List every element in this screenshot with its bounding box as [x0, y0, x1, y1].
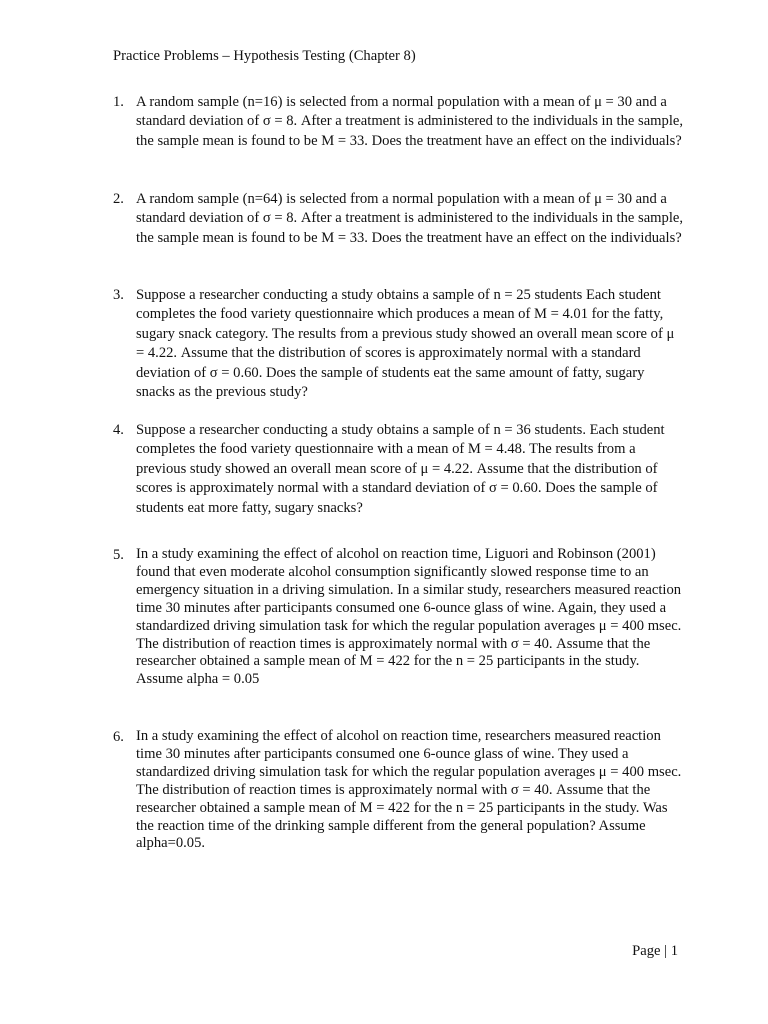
problem-number: 2.	[113, 191, 124, 207]
problem-6	[113, 728, 683, 853]
problem-number: 3.	[113, 287, 124, 303]
problem-text: In a study examining the effect of alcohol on reaction time, researchers measured reaction time 30 minutes after participants consumed one 6-ounce glass of wine. They used a standardized driving simulation task for which the regular population averages μ = 400 msec. The distribution of reaction times is approximately normal with σ = 40. Assume that the researcher obtained a sample mean of M = 422 for the n = 25 participants in the study. Was the reaction time of the drinking sample different from the general population? Assume alpha=0.05.	[136, 728, 682, 852]
problem-4	[113, 421, 683, 518]
problem-number: 6.	[113, 729, 124, 745]
problem-text: Suppose a researcher conducting a study obtains a sample of n = 25 students Each student completes the food variety questionnaire which produces a mean of M = 4.01 for the fatty, sugary snack category. The results from a previous study showed an overall mean score of μ = 4.22. Assume that the distribution of scores is approximately normal with a standard deviation of σ = 0.60. Does the sample of students eat the same amount of fatty, sugary snacks as the previous study?	[136, 287, 675, 401]
problem-3	[113, 286, 683, 402]
document-title: Practice Problems – Hypothesis Testing (Chapter 8)	[113, 48, 416, 64]
problem-2	[113, 190, 683, 248]
problem-number: 4.	[113, 422, 124, 438]
problem-text: In a study examining the effect of alcohol on reaction time, Liguori and Robinson (2001) found that even moderate alcohol consumption significantly slowed response time to an emergency situation in a driving simulation. In a similar study, researchers measured reaction time 30 minutes after participants consumed one 6-ounce glass of wine. Again, they used a standardized driving simulation task for which the regular population averages μ = 400 msec. The distribution of reaction times is approximately normal with σ = 40. Assume that the researcher obtained a sample mean of M = 422 for the n = 25 participants in the study. Assume alpha = 0.05	[136, 546, 682, 688]
problem-5	[113, 546, 683, 689]
problem-number: 5.	[113, 547, 124, 563]
page-number: Page | 1	[632, 943, 678, 959]
problem-1	[113, 93, 683, 151]
problem-number: 1.	[113, 94, 124, 110]
problem-text: A random sample (n=16) is selected from a normal population with a mean of μ = 30 and a standard deviation of σ = 8. After a treatment is administered to the individuals in the sample, the sample mean is found to be M = 33. Does the treatment have an effect on the individuals?	[136, 94, 684, 149]
problem-text: Suppose a researcher conducting a study obtains a sample of n = 36 students. Each student completes the food variety questionnaire with a mean of M = 4.48. The results from a previous study showed an overall mean score of μ = 4.22. Assume that the distribution of scores is approximately normal with a standard deviation of σ = 0.60. Does the sample of students eat more fatty, sugary snacks?	[136, 422, 665, 516]
problem-text: A random sample (n=64) is selected from a normal population with a mean of μ = 30 and a standard deviation of σ = 8. After a treatment is administered to the individuals in the sample, the sample mean is found to be M = 33. Does the treatment have an effect on the individuals?	[136, 191, 684, 246]
